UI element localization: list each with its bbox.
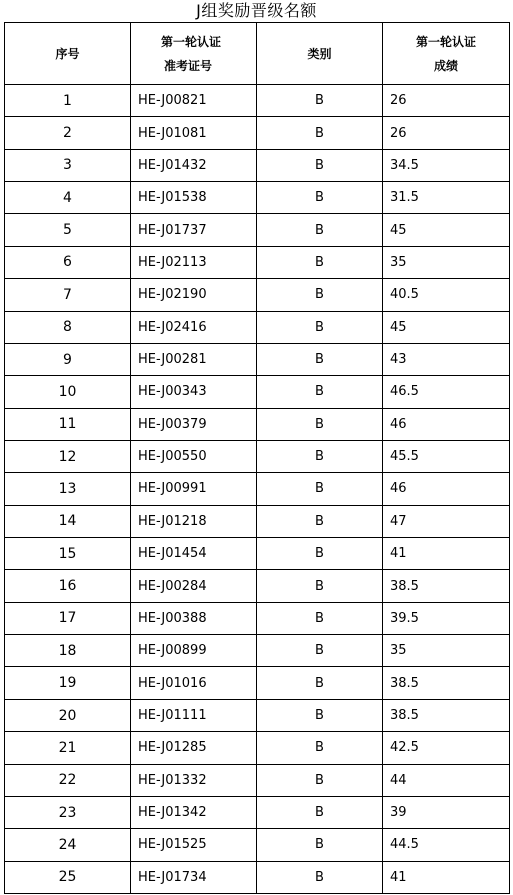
score-cell: 39 xyxy=(383,796,510,828)
category-cell: B xyxy=(257,861,383,893)
header-category xyxy=(257,23,383,85)
header-score-line1: 第一轮认证 xyxy=(415,34,476,49)
category-cell: B xyxy=(257,505,383,537)
index-cell: 15 xyxy=(5,538,131,570)
table-row xyxy=(5,602,510,634)
table-row xyxy=(5,182,510,214)
score-cell: 44 xyxy=(383,764,510,796)
category-cell: B xyxy=(257,667,383,699)
header-row xyxy=(5,23,510,85)
index-cell: 22 xyxy=(5,764,131,796)
exam-id-cell: HE-J00284 xyxy=(131,570,257,602)
score-cell: 44.5 xyxy=(383,829,510,861)
table-row xyxy=(5,214,510,246)
score-cell: 43 xyxy=(383,343,510,375)
category-cell: B xyxy=(257,602,383,634)
index-cell: 8 xyxy=(5,311,131,343)
header-exam-id-line2: 准考证号 xyxy=(164,58,213,73)
index-cell: 21 xyxy=(5,732,131,764)
score-cell: 45 xyxy=(383,311,510,343)
table-row xyxy=(5,149,510,181)
index-cell: 1 xyxy=(5,85,131,117)
exam-id-cell: HE-J01737 xyxy=(131,214,257,246)
index-cell: 3 xyxy=(5,149,131,181)
table-row xyxy=(5,829,510,861)
category-cell: B xyxy=(257,699,383,731)
exam-id-cell: HE-J00821 xyxy=(131,85,257,117)
category-cell: B xyxy=(257,473,383,505)
exam-id-cell: HE-J01734 xyxy=(131,861,257,893)
score-cell: 31.5 xyxy=(383,182,510,214)
category-cell: B xyxy=(257,214,383,246)
table-header xyxy=(5,23,510,85)
index-cell: 19 xyxy=(5,667,131,699)
table-row xyxy=(5,473,510,505)
exam-id-cell: HE-J02190 xyxy=(131,279,257,311)
index-cell: 16 xyxy=(5,570,131,602)
score-cell: 26 xyxy=(383,117,510,149)
table-row xyxy=(5,505,510,537)
table-row xyxy=(5,343,510,375)
table-row xyxy=(5,861,510,893)
category-cell: B xyxy=(257,829,383,861)
promotion-table xyxy=(4,22,510,894)
score-cell: 41 xyxy=(383,538,510,570)
header-score-line2: 成绩 xyxy=(433,58,458,73)
exam-id-cell: HE-J00899 xyxy=(131,635,257,667)
score-cell: 35 xyxy=(383,246,510,278)
index-cell: 2 xyxy=(5,117,131,149)
index-cell: 17 xyxy=(5,602,131,634)
table-row xyxy=(5,764,510,796)
table-row xyxy=(5,732,510,764)
category-cell: B xyxy=(257,732,383,764)
table-row xyxy=(5,117,510,149)
score-cell: 38.5 xyxy=(383,570,510,602)
category-cell: B xyxy=(257,408,383,440)
table-row xyxy=(5,85,510,117)
score-cell: 26 xyxy=(383,85,510,117)
score-cell: 40.5 xyxy=(383,279,510,311)
table-row xyxy=(5,376,510,408)
exam-id-cell: HE-J00550 xyxy=(131,440,257,472)
index-cell: 7 xyxy=(5,279,131,311)
header-exam-id-line1: 第一轮认证 xyxy=(161,34,222,49)
index-cell: 5 xyxy=(5,214,131,246)
table-row xyxy=(5,570,510,602)
exam-id-cell: HE-J01332 xyxy=(131,764,257,796)
table-row xyxy=(5,440,510,472)
header-index xyxy=(5,23,131,85)
exam-id-cell: HE-J01342 xyxy=(131,796,257,828)
header-score xyxy=(383,23,510,85)
table-row xyxy=(5,635,510,667)
exam-id-cell: HE-J02113 xyxy=(131,246,257,278)
exam-id-cell: HE-J00388 xyxy=(131,602,257,634)
category-cell: B xyxy=(257,764,383,796)
table-row xyxy=(5,538,510,570)
category-cell: B xyxy=(257,440,383,472)
table-row xyxy=(5,279,510,311)
page-title: J组奖励晋级名额 xyxy=(196,1,317,20)
score-cell: 38.5 xyxy=(383,699,510,731)
exam-id-cell: HE-J01111 xyxy=(131,699,257,731)
table-body xyxy=(5,85,510,894)
category-cell: B xyxy=(257,343,383,375)
exam-id-cell: HE-J00343 xyxy=(131,376,257,408)
table-row xyxy=(5,796,510,828)
score-cell: 38.5 xyxy=(383,667,510,699)
index-cell: 20 xyxy=(5,699,131,731)
category-cell: B xyxy=(257,538,383,570)
score-cell: 41 xyxy=(383,861,510,893)
table-row xyxy=(5,408,510,440)
score-cell: 39.5 xyxy=(383,602,510,634)
category-cell: B xyxy=(257,246,383,278)
category-cell: B xyxy=(257,311,383,343)
header-category-label: 类别 xyxy=(307,46,332,61)
exam-id-cell: HE-J00991 xyxy=(131,473,257,505)
category-cell: B xyxy=(257,117,383,149)
category-cell: B xyxy=(257,796,383,828)
index-cell: 11 xyxy=(5,408,131,440)
score-cell: 45.5 xyxy=(383,440,510,472)
table-row xyxy=(5,699,510,731)
category-cell: B xyxy=(257,85,383,117)
score-cell: 46.5 xyxy=(383,376,510,408)
category-cell: B xyxy=(257,376,383,408)
index-cell: 12 xyxy=(5,440,131,472)
exam-id-cell: HE-J01081 xyxy=(131,117,257,149)
index-cell: 23 xyxy=(5,796,131,828)
exam-id-cell: HE-J01016 xyxy=(131,667,257,699)
score-cell: 35 xyxy=(383,635,510,667)
exam-id-cell: HE-J01218 xyxy=(131,505,257,537)
category-cell: B xyxy=(257,279,383,311)
score-cell: 46 xyxy=(383,408,510,440)
exam-id-cell: HE-J01285 xyxy=(131,732,257,764)
index-cell: 4 xyxy=(5,182,131,214)
exam-id-cell: HE-J00281 xyxy=(131,343,257,375)
index-cell: 13 xyxy=(5,473,131,505)
exam-id-cell: HE-J01432 xyxy=(131,149,257,181)
category-cell: B xyxy=(257,635,383,667)
table-row xyxy=(5,246,510,278)
index-cell: 9 xyxy=(5,343,131,375)
category-cell: B xyxy=(257,149,383,181)
index-cell: 18 xyxy=(5,635,131,667)
category-cell: B xyxy=(257,182,383,214)
index-cell: 14 xyxy=(5,505,131,537)
table-row xyxy=(5,667,510,699)
table-row xyxy=(5,311,510,343)
score-cell: 47 xyxy=(383,505,510,537)
index-cell: 25 xyxy=(5,861,131,893)
exam-id-cell: HE-J01538 xyxy=(131,182,257,214)
index-cell: 10 xyxy=(5,376,131,408)
score-cell: 45 xyxy=(383,214,510,246)
index-cell: 6 xyxy=(5,246,131,278)
exam-id-cell: HE-J00379 xyxy=(131,408,257,440)
score-cell: 34.5 xyxy=(383,149,510,181)
header-index-label: 序号 xyxy=(55,46,80,61)
score-cell: 42.5 xyxy=(383,732,510,764)
index-cell: 24 xyxy=(5,829,131,861)
header-exam-id xyxy=(131,23,257,85)
exam-id-cell: HE-J01454 xyxy=(131,538,257,570)
score-cell: 46 xyxy=(383,473,510,505)
exam-id-cell: HE-J02416 xyxy=(131,311,257,343)
exam-id-cell: HE-J01525 xyxy=(131,829,257,861)
category-cell: B xyxy=(257,570,383,602)
